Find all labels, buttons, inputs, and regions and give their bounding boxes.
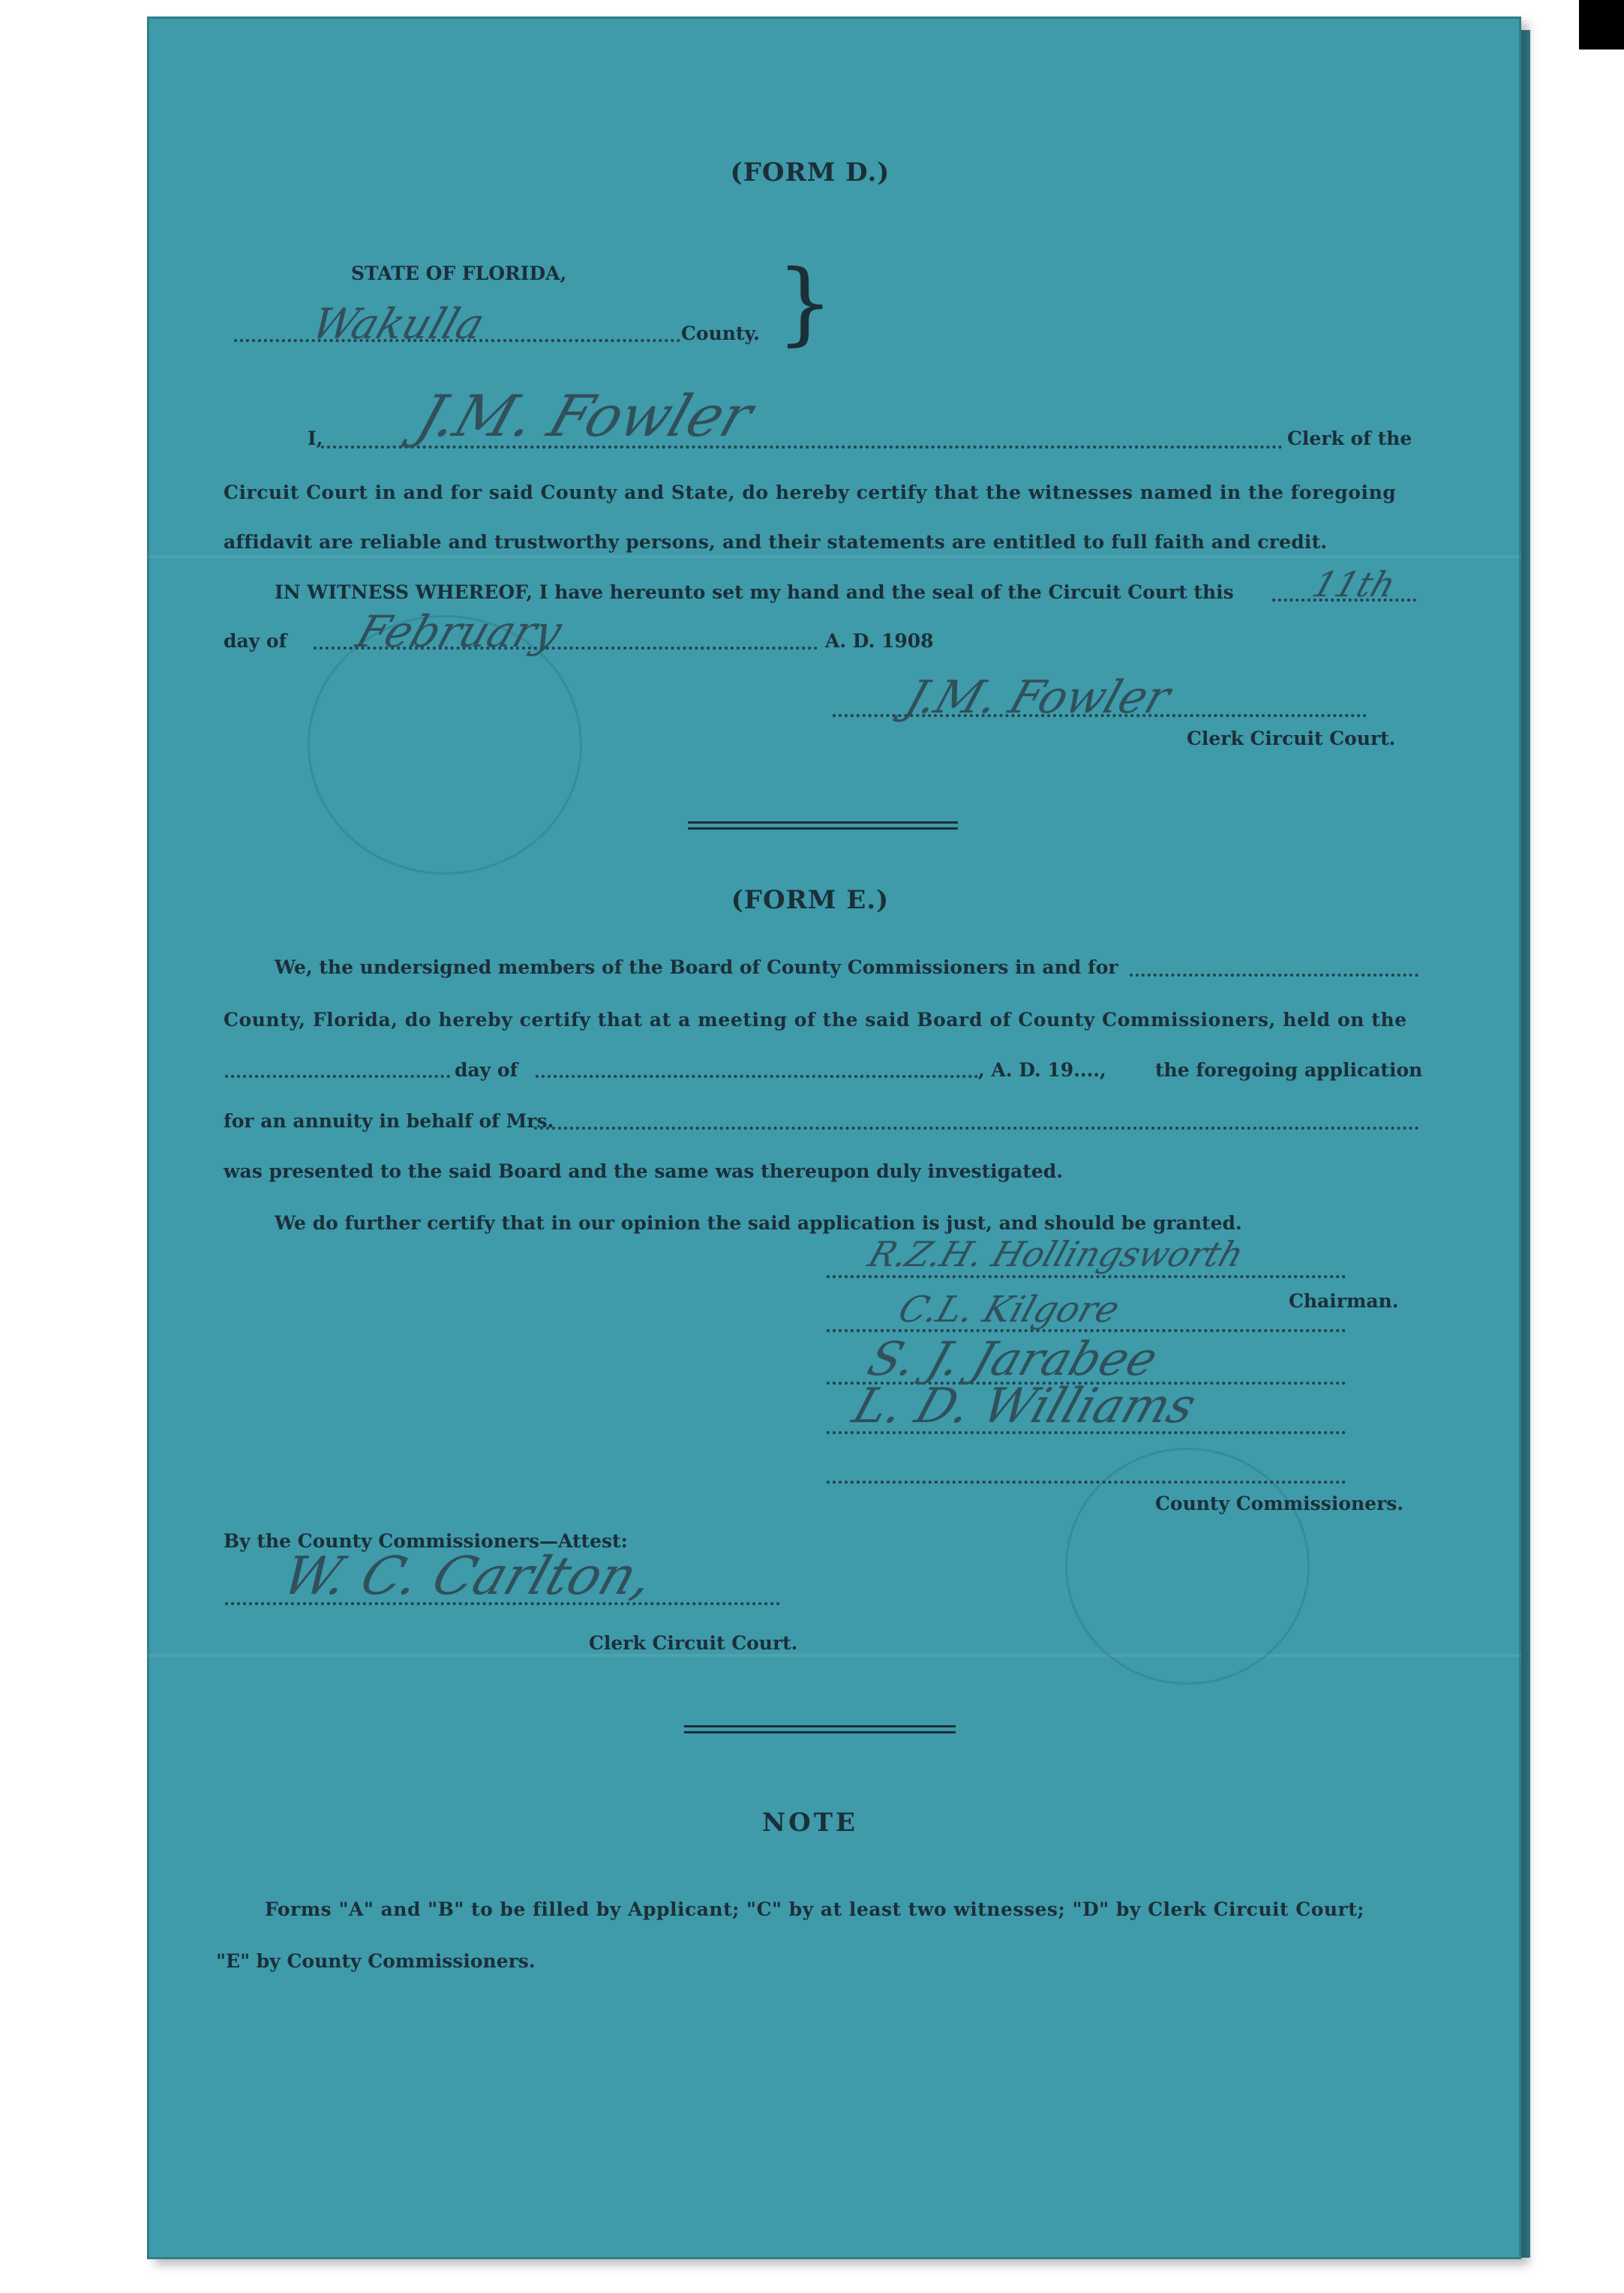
commissioner-signature-3-handwritten: S. J. Jarabee (861, 1331, 1165, 1386)
signature-line-5 (827, 1481, 1346, 1484)
attest-label: By the County Commissioners—Attest: (224, 1530, 628, 1552)
signature-line-1 (827, 1275, 1346, 1278)
form-d-title: (FORM D.) (730, 158, 890, 188)
witness-text: IN WITNESS WHEREOF, I have hereunto set my hand and the seal of the Circuit Court this (275, 581, 1234, 603)
clerk-of-the-label: Clerk of the (1287, 428, 1412, 449)
county-handwritten: Wakulla (305, 300, 491, 349)
clerk-circuit-court-label: Clerk Circuit Court. (1187, 728, 1396, 749)
section-divider (684, 1725, 956, 1733)
ad-year: A. D. 1908 (825, 630, 934, 652)
form-e-line5: was presented to the said Board and the same was thereupon duly investigated. (224, 1160, 1063, 1182)
attest-clerk-label: Clerk Circuit Court. (589, 1632, 798, 1654)
mrs-dotted-line (534, 1127, 1419, 1130)
ad-label: , A. D. 19...., (978, 1059, 1106, 1081)
form-e-line4: for an annuity in behalf of Mrs. (224, 1110, 554, 1132)
state-label: STATE OF FLORIDA, (351, 263, 567, 284)
form-e-line1: We, the undersigned members of the Board of County Commissioners in and for (275, 956, 1118, 978)
month-handwritten: February (350, 606, 569, 657)
chairman-label: Chairman. (1289, 1290, 1399, 1312)
clerk-signature-handwritten: J.M. Fowler (899, 671, 1177, 724)
form-e-line2: County, Florida, do hereby certify that at a meeting of the said Board of County Commissioners, held on the (224, 1009, 1407, 1031)
meeting-month-dotted-line (536, 1075, 978, 1078)
chairman-signature-handwritten: R.Z.H. Hollingsworth (863, 1234, 1249, 1274)
day-of-label: day of (224, 630, 287, 652)
form-d-line2: Circuit Court in and for said County and State, do hereby certify that the witnesses named in the foregoing (224, 482, 1397, 503)
form-e-line6: We do further certify that in our opinion the said application is just, and should be granted. (275, 1212, 1242, 1234)
attest-signature-handwritten: W. C. Carlton, (275, 1545, 662, 1607)
county-label: County. (681, 323, 760, 344)
fold-line (147, 555, 1521, 558)
note-line2: "E" by County Commissioners. (216, 1950, 536, 1972)
meeting-day-dotted-line (225, 1075, 450, 1078)
county-for-dotted-line (1130, 974, 1418, 977)
foregoing-application-label: the foregoing application (1155, 1059, 1423, 1081)
note-line1: Forms "A" and "B" to be filled by Applicant; "C" by at least two witnesses; "D" by Clerk Circuit Court; (265, 1898, 1364, 1920)
scan-border (1579, 0, 1624, 50)
clerk-name-handwritten: J.M. Fowler (409, 383, 761, 449)
commissioner-signature-2-handwritten: C.L. Kilgore (893, 1289, 1125, 1331)
day-handwritten: 11th (1307, 564, 1401, 605)
form-d-line3: affidavit are reliable and trustworthy persons, and their statements are entitled to full faith and credit. (224, 531, 1328, 553)
brace: } (776, 251, 834, 356)
note-title: NOTE (762, 1808, 858, 1838)
document-page (147, 17, 1521, 2259)
county-commissioners-label: County Commissioners. (1155, 1493, 1404, 1514)
intro-i: I, (308, 428, 323, 449)
fold-line (147, 1654, 1521, 1657)
commissioner-signature-4-handwritten: L. D. Williams (845, 1379, 1203, 1434)
day-of-label: day of (455, 1059, 518, 1081)
form-e-title: (FORM E.) (731, 885, 890, 915)
section-divider (688, 821, 958, 830)
